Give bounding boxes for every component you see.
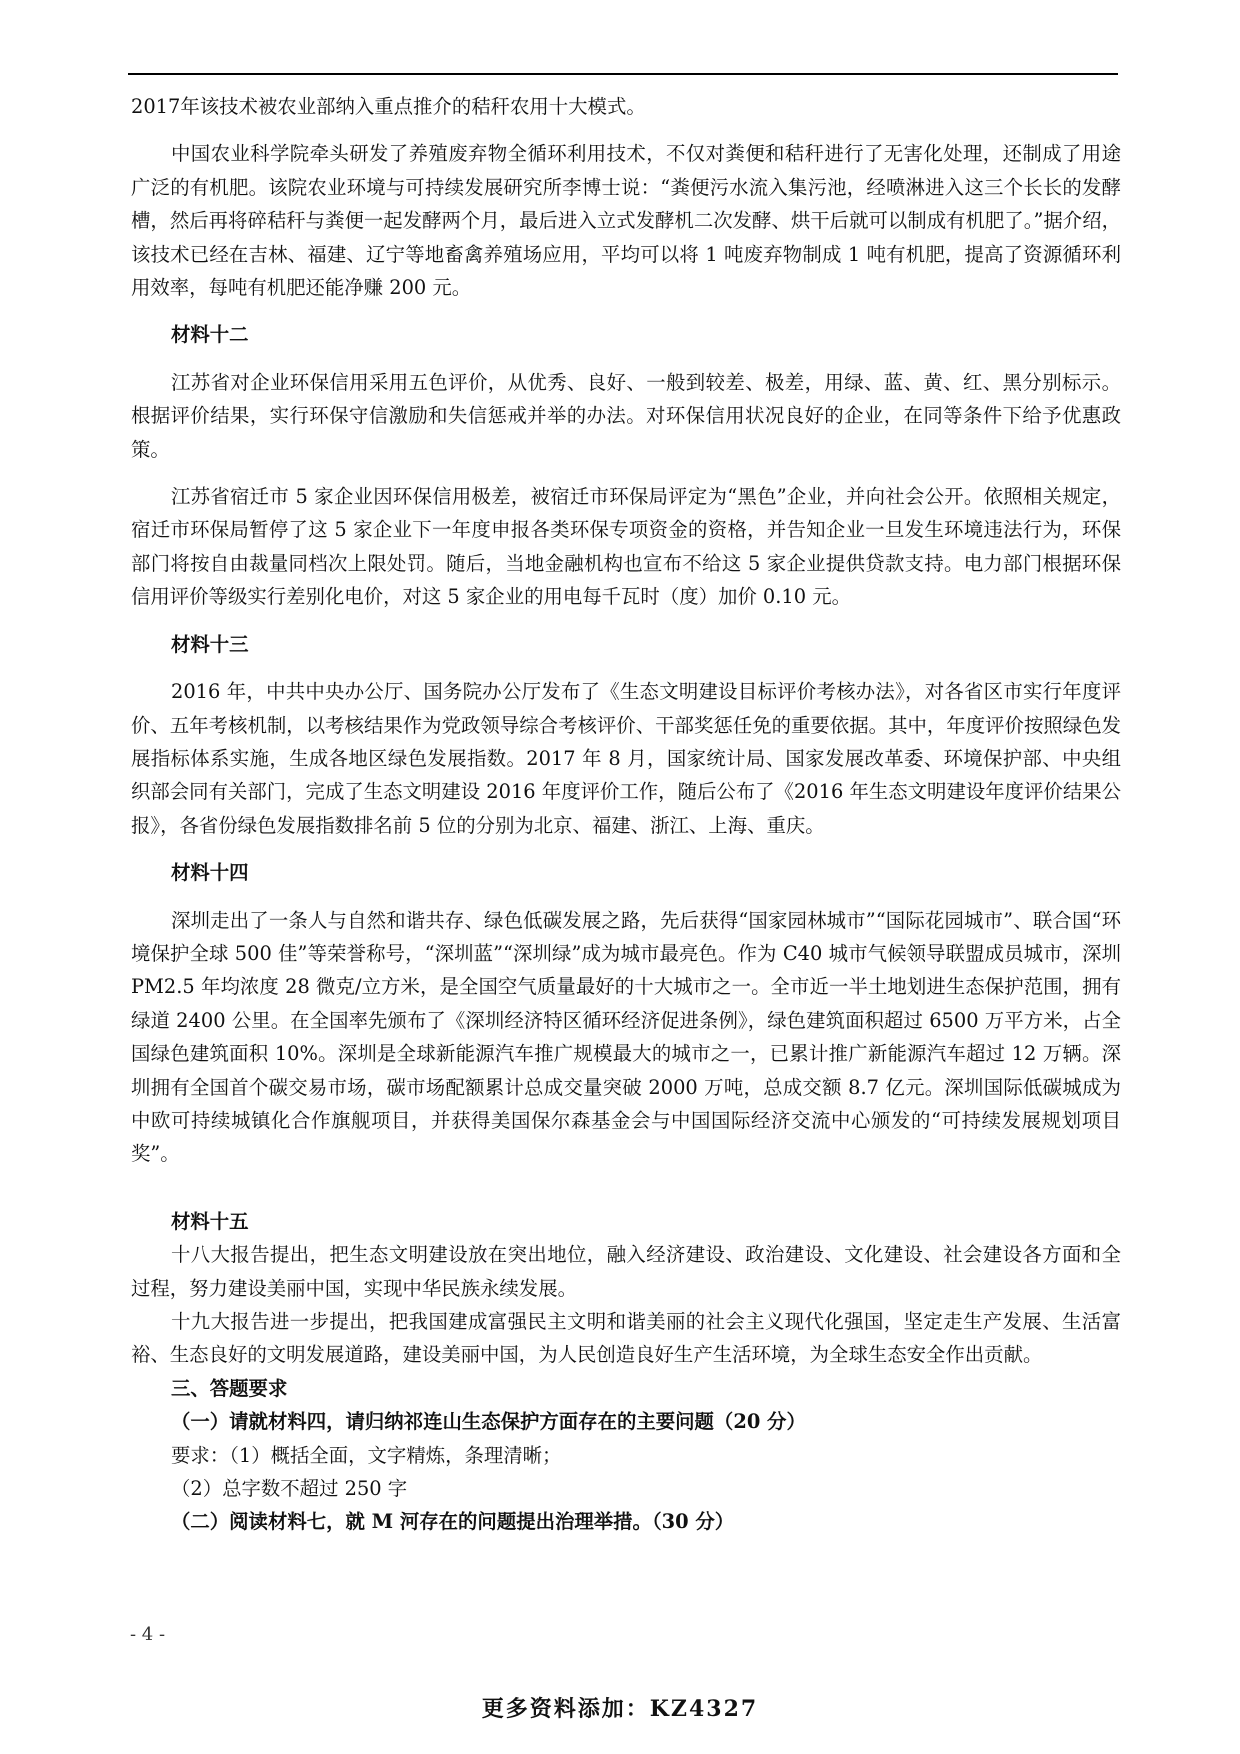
question-one: （一）请就材料四，请归纳祁连山生态保护方面存在的主要问题（20 分） <box>171 1410 806 1434</box>
document-body <box>131 90 1121 1539</box>
footer-note: 更多资料添加：KZ4327 <box>481 1696 759 1722</box>
paragraph-shenzhen: 深圳走出了一条人与自然和谐共存、绿色低碳发展之路，先后获得“国家园林城市”“国际花园城市”、联合国“环境保护全球 500 佳”等荣誉称号，“深圳蓝”“深圳绿”成为城市最亮色。作为 C40 城市气候领导联盟成员城市，深圳 PM2.5 年均浓度 28 微克/立方米，是全国空气质量最好的十大城市之一。全市近一半土地划进生态保护范围，拥有绿道 2400 公里。在全国率先颁布了《深圳经济特区循环经济促进条例》，绿色建筑面积超过 6500 万平方米，占全国绿色建筑面积 10%。深圳是全球新能源汽车推广规模最大的城市之一，已累计推广新能源汽车超过 12 万辆。深圳拥有全国首个碳交易市场，碳市场配额累计总成交量突破 2000 万吨，总成交额 8.7 亿元。深圳国际低碳城成为中欧可持续城镇化合作旗舰项目，并获得美国保尔森基金会与中国国际经济交流中心颁发的“可持续发展规划项目奖”。 <box>131 908 1121 1166</box>
heading-material-15: 材料十五 <box>171 1209 249 1233</box>
heading-material-14: 材料十四 <box>171 861 249 885</box>
question-two: （二）阅读材料七，就 M 河存在的问题提出治理举措。（30 分） <box>171 1510 735 1534</box>
paragraph-evaluation-method: 2016 年，中共中央办公厅、国务院办公厅发布了《生态文明建设目标评价考核办法》，对各省区市实行年度评价、五年考核机制，以考核结果作为党政领导综合考核评价、干部奖惩任免的重要依据。其中，年度评价按照绿色发展指标体系实施，生成各地区绿色发展指数。2017 年 8 月，国家统计局、国家发展改革委、环境保护部、中央组织部会同有关部门，完成了生态文明建设 2016 年度评价工作，随后公布了《2016 年生态文明建设年度评价结果公报》，各省份绿色发展指数排名前 5 位的分别为北京、福建、浙江、上海、重庆。 <box>131 680 1121 837</box>
paragraph-jiangsu-rating: 江苏省对企业环保信用采用五色评价，从优秀、良好、一般到较差、极差，用绿、蓝、黄、红、黑分别标示。根据评价结果，实行环保守信激励和失信惩戒并举的办法。对环保信用状况良好的企业，在同等条件下给予优惠政策。 <box>131 370 1121 461</box>
heading-material-12: 材料十二 <box>171 323 249 347</box>
heading-answer-requirements: 三、答题要求 <box>171 1376 288 1400</box>
paragraph-18th-report: 十八大报告提出，把生态文明建设放在突出地位，融入经济建设、政治建设、文化建设、社会建设各方面和全过程，努力建设美丽中国，实现中华民族永续发展。 <box>131 1243 1121 1300</box>
paragraph-19th-report: 十九大报告进一步提出，把我国建成富强民主文明和谐美丽的社会主义现代化强国，坚定走生产发展、生活富裕、生态良好的文明发展道路，建设美丽中国，为人民创造良好生产生活环境，为全球生态安全作出贡献。 <box>131 1310 1121 1367</box>
heading-material-13: 材料十三 <box>171 632 249 656</box>
paragraph-continuation: 2017年该技术被农业部纳入重点推介的秸秆农用十大模式。 <box>131 95 646 118</box>
paragraph-suqian-enterprises: 江苏省宿迁市 5 家企业因环保信用极差，被宿迁市环保局评定为“黑色”企业，并向社会公开。依照相关规定，宿迁市环保局暂停了这 5 家企业下一年度申报各类环保专项资金的资格，并告知企业一旦发生环境违法行为，环保部门将按自由裁量同档次上限处罚。随后，当地金融机构也宣布不给这 5 家企业提供贷款支持。电力部门根据环保信用评价等级实行差别化电价，对这 5 家企业的用电每千瓦时（度）加价 0.10 元。 <box>131 485 1121 609</box>
requirement-two: （2）总字数不超过 250 字 <box>171 1477 408 1501</box>
requirement-one: 要求：（1）概括全面，文字精炼，条理清晰； <box>171 1443 562 1467</box>
page-number: - 4 - <box>130 1624 166 1645</box>
paragraph-fertilizer-tech: 中国农业科学院牵头研发了养殖废弃物全循环利用技术，不仅对粪便和秸秆进行了无害化处理，还制成了用途广泛的有机肥。该院农业环境与可持续发展研究所李博士说：“粪便污水流入集污池，经喷淋进入这三个长长的发酵槽，然后再将碎秸秆与粪便一起发酵两个月，最后进入立式发酵机二次发酵、烘干后就可以制成有机肥了。”据介绍，该技术已经在吉林、福建、辽宁等地畜禽养殖场应用，平均可以将 1 吨废弃物制成 1 吨有机肥，提高了资源循环利用效率，每吨有机肥还能净赚 200 元。 <box>131 142 1121 300</box>
header-rule <box>128 73 1118 75</box>
